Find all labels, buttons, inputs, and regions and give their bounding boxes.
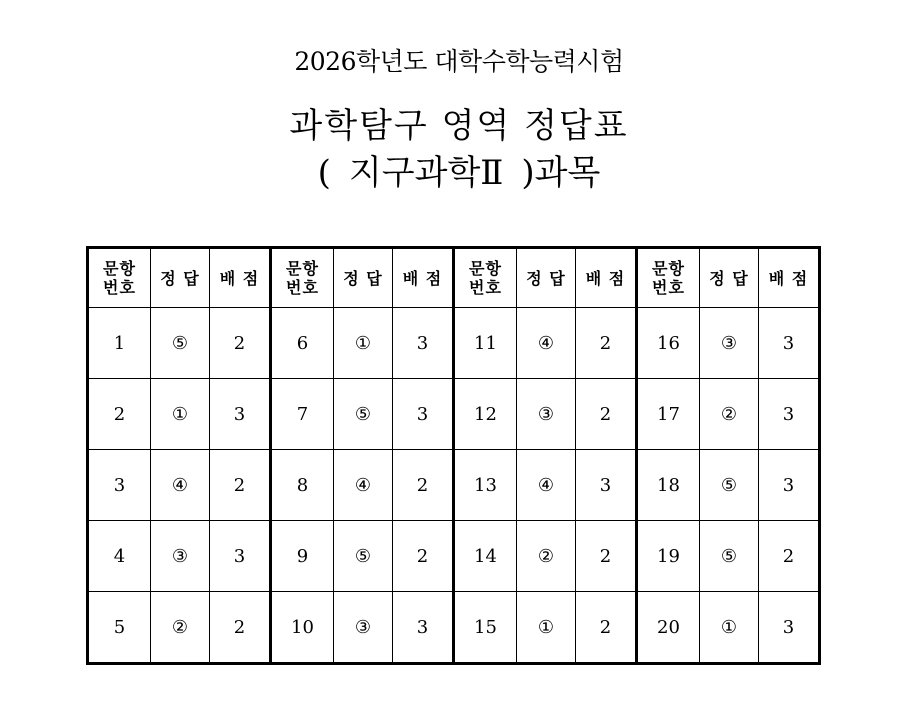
table-row bbox=[88, 592, 820, 664]
header-question-number bbox=[454, 248, 517, 308]
question-number: 20 bbox=[637, 592, 700, 664]
answer-choice: ② bbox=[151, 592, 210, 664]
answer-choice: ⑤ bbox=[334, 521, 393, 592]
answer-choice: ④ bbox=[517, 450, 576, 521]
question-number: 18 bbox=[637, 450, 700, 521]
points-value: 3 bbox=[759, 450, 820, 521]
points-value: 2 bbox=[393, 521, 454, 592]
header-answer: 정 답 bbox=[151, 248, 210, 308]
answer-choice: ① bbox=[517, 592, 576, 664]
answer-choice: ⑤ bbox=[700, 521, 759, 592]
question-number: 1 bbox=[88, 308, 151, 379]
points-value: 3 bbox=[210, 521, 271, 592]
question-number: 16 bbox=[637, 308, 700, 379]
answer-choice: ① bbox=[151, 379, 210, 450]
question-number: 15 bbox=[454, 592, 517, 664]
points-value: 2 bbox=[576, 521, 637, 592]
points-value: 3 bbox=[759, 308, 820, 379]
question-number: 7 bbox=[271, 379, 334, 450]
points-value: 3 bbox=[210, 379, 271, 450]
answer-table bbox=[86, 246, 821, 665]
header-question-line1: 문항 bbox=[286, 259, 319, 278]
table-row bbox=[88, 379, 820, 450]
table-row bbox=[88, 450, 820, 521]
points-value: 2 bbox=[210, 450, 271, 521]
header-answer: 정 답 bbox=[517, 248, 576, 308]
question-number: 13 bbox=[454, 450, 517, 521]
question-number: 17 bbox=[637, 379, 700, 450]
answer-table-body bbox=[88, 248, 820, 664]
subject-open-paren: ( bbox=[317, 153, 331, 193]
question-number: 9 bbox=[271, 521, 334, 592]
answer-choice: ③ bbox=[700, 308, 759, 379]
points-value: 2 bbox=[759, 521, 820, 592]
question-number: 2 bbox=[88, 379, 151, 450]
question-number: 11 bbox=[454, 308, 517, 379]
answer-choice: ② bbox=[700, 379, 759, 450]
question-number: 10 bbox=[271, 592, 334, 664]
header-points: 배 점 bbox=[210, 248, 271, 308]
points-value: 2 bbox=[576, 308, 637, 379]
header-question-number bbox=[88, 248, 151, 308]
question-number: 3 bbox=[88, 450, 151, 521]
question-number: 19 bbox=[637, 521, 700, 592]
question-number: 4 bbox=[88, 521, 151, 592]
answer-choice: ⑤ bbox=[151, 308, 210, 379]
answer-choice: ③ bbox=[517, 379, 576, 450]
answer-choice: ⑤ bbox=[700, 450, 759, 521]
question-number: 5 bbox=[88, 592, 151, 664]
answer-choice: ③ bbox=[334, 592, 393, 664]
answer-choice: ④ bbox=[517, 308, 576, 379]
question-number: 6 bbox=[271, 308, 334, 379]
points-value: 3 bbox=[393, 592, 454, 664]
header-points: 배 점 bbox=[759, 248, 820, 308]
points-value: 2 bbox=[576, 592, 637, 664]
header-points: 배 점 bbox=[393, 248, 454, 308]
header-question-number bbox=[271, 248, 334, 308]
points-value: 2 bbox=[393, 450, 454, 521]
header-answer: 정 답 bbox=[334, 248, 393, 308]
question-number: 12 bbox=[454, 379, 517, 450]
header-question-line2: 번호 bbox=[103, 278, 136, 297]
subject-line bbox=[0, 145, 918, 194]
answer-choice: ① bbox=[700, 592, 759, 664]
points-value: 3 bbox=[393, 308, 454, 379]
answer-choice: ① bbox=[334, 308, 393, 379]
points-value: 3 bbox=[759, 592, 820, 664]
table-row bbox=[88, 308, 820, 379]
header-question-line2: 번호 bbox=[469, 278, 502, 297]
points-value: 3 bbox=[393, 379, 454, 450]
header-question-line2: 번호 bbox=[286, 278, 319, 297]
header-question-line1: 문항 bbox=[103, 259, 136, 278]
header-question-line1: 문항 bbox=[469, 259, 502, 278]
header-question-number bbox=[637, 248, 700, 308]
answer-choice: ③ bbox=[151, 521, 210, 592]
question-number: 8 bbox=[271, 450, 334, 521]
exam-title: 2026학년도 대학수학능력시험 bbox=[294, 47, 624, 76]
header-question-line2: 번호 bbox=[652, 278, 685, 297]
table-row bbox=[88, 521, 820, 592]
points-value: 2 bbox=[210, 592, 271, 664]
subject-name: 지구과학Ⅱ bbox=[348, 153, 504, 193]
points-value: 3 bbox=[576, 450, 637, 521]
header-answer: 정 답 bbox=[700, 248, 759, 308]
points-value: 3 bbox=[759, 379, 820, 450]
answer-choice: ④ bbox=[151, 450, 210, 521]
answer-choice: ② bbox=[517, 521, 576, 592]
document-title: 과학탐구 영역 정답표 bbox=[289, 106, 629, 146]
header-row bbox=[88, 248, 820, 308]
answer-choice: ④ bbox=[334, 450, 393, 521]
header-points: 배 점 bbox=[576, 248, 637, 308]
header-question-line1: 문항 bbox=[652, 259, 685, 278]
points-value: 2 bbox=[210, 308, 271, 379]
points-value: 2 bbox=[576, 379, 637, 450]
answer-choice: ⑤ bbox=[334, 379, 393, 450]
question-number: 14 bbox=[454, 521, 517, 592]
subject-close-label: )과목 bbox=[521, 153, 601, 193]
